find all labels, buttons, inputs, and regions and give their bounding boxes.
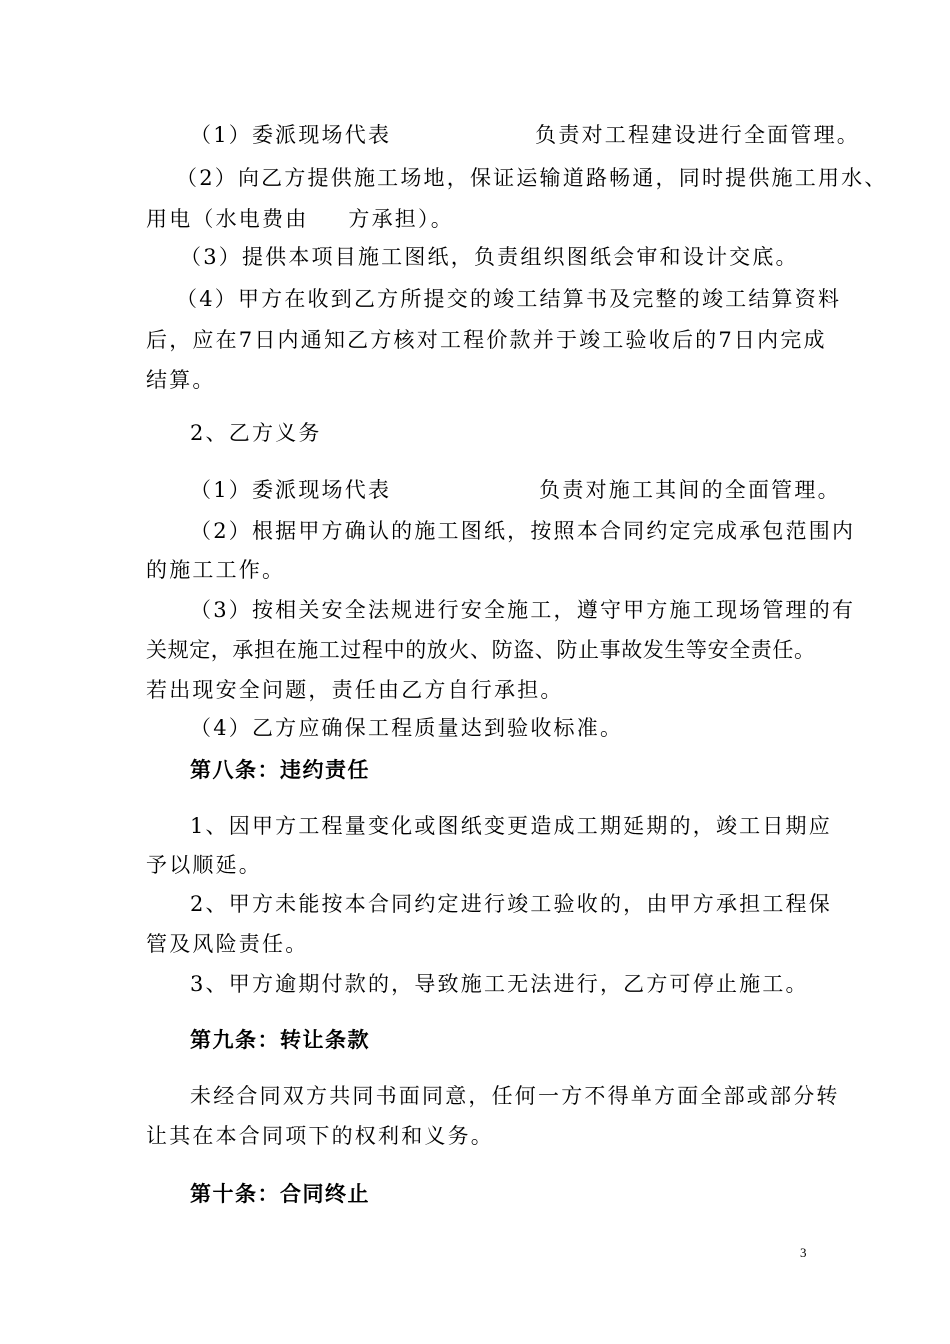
clause-7-2-4: （4）乙方应确保工程质量达到验收标准。 (190, 716, 624, 740)
clause-7-2-3-line3: 若出现安全问题，责任由乙方自行承担。 (146, 678, 564, 702)
article-8-heading: 第八条：违约责任 (190, 757, 370, 782)
clause-7-1-2-line1: （2）向乙方提供施工场地，保证运输道路畅通，同时提供施工用水、 (176, 166, 888, 190)
clause-8-3: 3、甲方逾期付款的，导致施工无法进行，乙方可停止施工。 (190, 972, 809, 996)
clause-7-1-4-line1: （4）甲方在收到乙方所提交的竣工结算书及完整的竣工结算资料 (176, 287, 842, 311)
clause-7-1-4-line3: 结算。 (146, 368, 216, 392)
article-10-heading: 第十条：合同终止 (190, 1181, 370, 1206)
clause-7-2-3-line1: （3）按相关安全法规进行安全施工，遵守甲方施工现场管理的有 (190, 598, 856, 622)
clause-8-2-line2: 管及风险责任。 (146, 932, 309, 956)
page-number: 3 (800, 1245, 807, 1260)
clause-7-2-1: （1）委派现场代表 负责对施工其间的全面管理。 (190, 478, 841, 502)
clause-7-1-3: （3）提供本项目施工图纸，负责组织图纸会审和设计交底。 (180, 245, 799, 269)
clause-7-2-3-line2: 关规定，承担在施工过程中的放火、防盗、防止事故发生等安全责任。 (146, 638, 816, 662)
section-2-heading: 2、乙方义务 (190, 421, 322, 445)
clause-8-1-line1: 1、因甲方工程量变化或图纸变更造成工期延期的，竣工日期应 (190, 814, 832, 838)
clause-8-1-line2: 予以顺延。 (146, 853, 262, 877)
clause-7-1-2-line2: 用电（水电费由 方承担）。 (146, 207, 454, 231)
clause-7-2-2-line2: 的施工工作。 (146, 558, 286, 582)
clause-9-line1: 未经合同双方共同书面同意，任何一方不得单方面全部或部分转 (190, 1084, 840, 1108)
article-9-heading: 第九条：转让条款 (190, 1027, 370, 1052)
clause-7-1-1: （1）委派现场代表 负责对工程建设进行全面管理。 (190, 123, 860, 147)
clause-7-1-4-line2: 后，应在7日内通知乙方核对工程价款并于竣工验收后的7日内完成 (146, 328, 827, 352)
clause-9-line2: 让其在本合同项下的权利和义务。 (146, 1124, 494, 1148)
clause-8-2-line1: 2、甲方未能按本合同约定进行竣工验收的，由甲方承担工程保 (190, 892, 832, 916)
clause-7-2-2-line1: （2）根据甲方确认的施工图纸，按照本合同约定完成承包范围内 (190, 519, 856, 543)
